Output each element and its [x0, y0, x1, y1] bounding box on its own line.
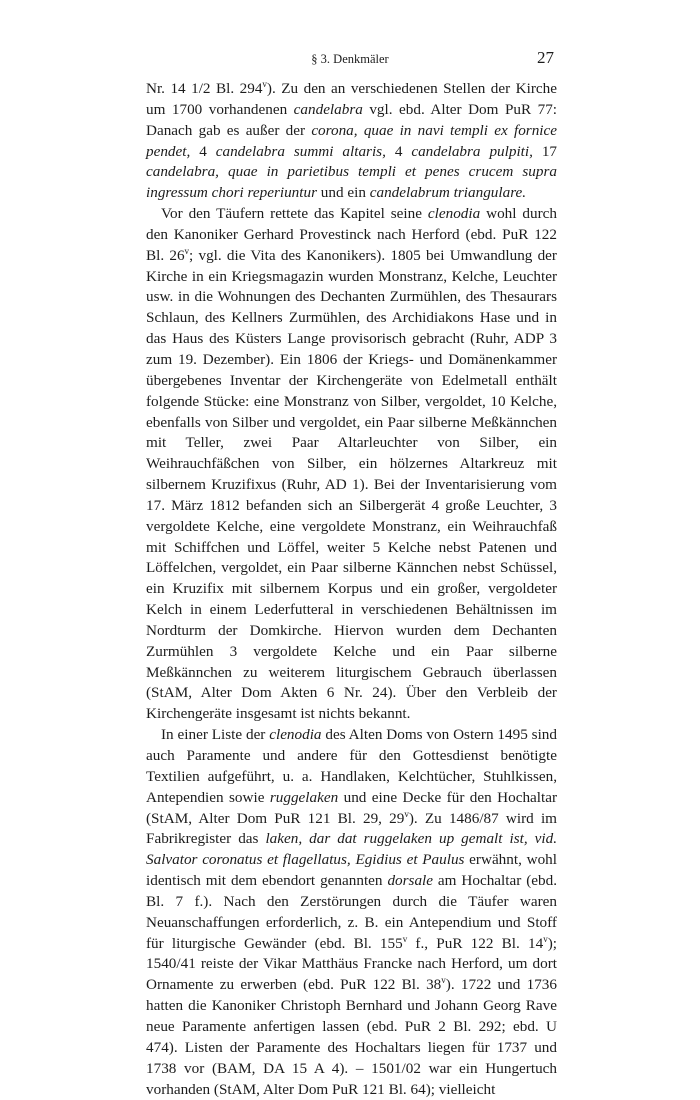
text-run: 4: [385, 142, 412, 160]
italic-run: clenodia: [269, 726, 322, 744]
text-run: erwähnt, wohl identisch mit dem ebendort genannten: [146, 851, 557, 890]
running-head: [146, 48, 554, 72]
text-run: In einer Liste der: [161, 726, 270, 744]
italic-run: ruggelaken: [269, 788, 339, 806]
text-run: des Alten Doms von Ostern 1495 sind auch Paramente und andere für den Gottesdienst benötigte Textilien aufgeführt, u. a. Handlaken, Kelchtücher, Stuhlkissen, Antependien sowie: [146, 726, 557, 806]
italic-run: dorsale: [387, 872, 433, 890]
italic-run: laken, dar dat ruggelaken up gemalt ist, vid. Salvator coronatus et flagellatus, Egidius et Paulus: [146, 830, 557, 869]
folio-verso-superscript: v: [184, 245, 190, 256]
folio-verso-superscript: v: [404, 808, 409, 819]
italic-run: candelabra pulpiti,: [411, 142, 533, 160]
text-run: und ein: [317, 184, 370, 202]
italic-run: candelabra summi altaris,: [215, 142, 386, 160]
text-run: ). Zu den an verschiedenen Stellen der Kirche um 1700 vorhandenen: [146, 80, 557, 118]
text-run: 17: [532, 142, 558, 160]
paragraph-2: [146, 204, 557, 725]
page-number: 27: [537, 48, 554, 67]
text-run: und eine Decke für den Hochaltar (StAM, Alter Dom PuR 121 Bl. 29, 29: [146, 788, 558, 827]
text-run: Nr. 14 1/2 Bl. 294: [146, 80, 263, 97]
text-run: am Hochaltar (ebd. Bl. 7 f.). Nach den Zerstörungen durch die Täufer waren Neuanschaffungen erforderlich, z. B. ein Antependium und Stoff für liturgische Gewänder (ebd. Bl. 155: [146, 872, 558, 952]
folio-verso-superscript: v: [262, 78, 267, 89]
text-run: ; vgl. die Vita des Kanonikers). 1805 bei Umwandlung der Kirche in ein Kriegsmagazin wurden Monstranz, Kelche, Leuchter usw. in die Wohnungen des Dechanten Zurmühlen, des Thesaurars Schlaun, des Kellners Zurmühlen, des Archidiakons Hase und in das Haus des Küsters Lange provisorisch gebracht (Ruhr, ADP 3 zum 19. Dezember). Ein 1806 der Kriegs- und Domänenkammer übergebenes Inventar der Kirchengeräte von Edelmetall enthält folgende Stücke: eine Monstranz von Silber, vergoldet, 10 Kelche, ebenfalls von Silber und vergoldet, ein Paar silberne Meßkännchen mit Teller, zwei Paar Altarleuchter von Silber, ein Weihrauchfäßchen von Silber, ein hölzernes Altarkreuz mit silbernem Kruzifixus (Ruhr, AD 1). Bei der Inventarisierung vom 17. März 1812 befanden sich an Silbergerät 4 große Leuchter, 3 vergoldete Kelche, eine vergoldete Monstranz, ein Weihrauchfaß mit Schiffchen und Löffel, weiter 5 Kelche nebst Patenen und Löffelchen, vergoldet, ein Paar silberne Kännchen nebst Schüssel, ein Kruzifix mit silbernem Korpus und ein großer, vergoldeter Kelch in einem Lederfutteral in verschiedenen Behältnissen im Nordturm der Domkirche. Hiervon wurden dem Dechanten Zurmühlen 3 vergoldete Kelche und ein Paar silberne Meßkännchen zu weiterem liturgischem Gebrauch überlassen (StAM, Alter Dom Akten 6 Nr. 24). Über den Verbleib der Kirchengeräte insgesamt ist nichts bekannt.: [146, 246, 557, 723]
text-run: 4: [190, 142, 216, 160]
text-run: f., PuR 122 Bl. 14: [407, 934, 544, 952]
text-run: ). 1722 und 1736 hatten die Kanoniker Christoph Bernhard und Johann Georg Rave neue Paramente anfertigen lassen (ebd. PuR 2 Bl. 292; ebd. U 474). Listen der Paramente des Hochaltars liegen für 1737 und 1738 vor (BAM, DA 15 A 4). – 1501/02 war ein Hungertuch vorhanden (StAM, Alter Dom PuR 121 Bl. 64); vielleicht: [146, 976, 557, 1098]
body-text: [146, 79, 557, 1100]
italic-run: candelabra, quae in parietibus templi et penes crucem supra ingressum chori reperiuntur: [146, 163, 557, 202]
folio-verso-superscript: v: [543, 933, 548, 944]
italic-run: candelabra: [293, 100, 363, 118]
folio-verso-superscript: v: [402, 933, 408, 944]
italic-run: corona, quae in navi templi ex fornice pendet,: [146, 121, 557, 160]
text-run: ). Zu 1486/87 wird im Fabrikregister das: [146, 809, 557, 848]
paragraph-1: [146, 79, 557, 204]
text-run: ); 1540/41 reiste der Vikar Matthäus Francke nach Herford, um dort Ornamente zu erwerben (ebd. PuR 122 Bl. 38: [146, 934, 557, 994]
italic-run: clenodia: [427, 205, 481, 223]
text-run: vgl. ebd. Alter Dom PuR 77: Danach gab es außer der: [146, 100, 558, 139]
italic-run: candelabrum triangulare.: [369, 184, 527, 202]
text-run: wohl durch den Kanoniker Gerhard Provestinck nach Herford (ebd. PuR 122 Bl. 26: [146, 205, 557, 264]
folio-verso-superscript: v: [441, 975, 446, 986]
text-run: Vor den Täufern rettete das Kapitel seine: [161, 205, 428, 223]
running-title: § 3. Denkmäler: [311, 52, 389, 66]
